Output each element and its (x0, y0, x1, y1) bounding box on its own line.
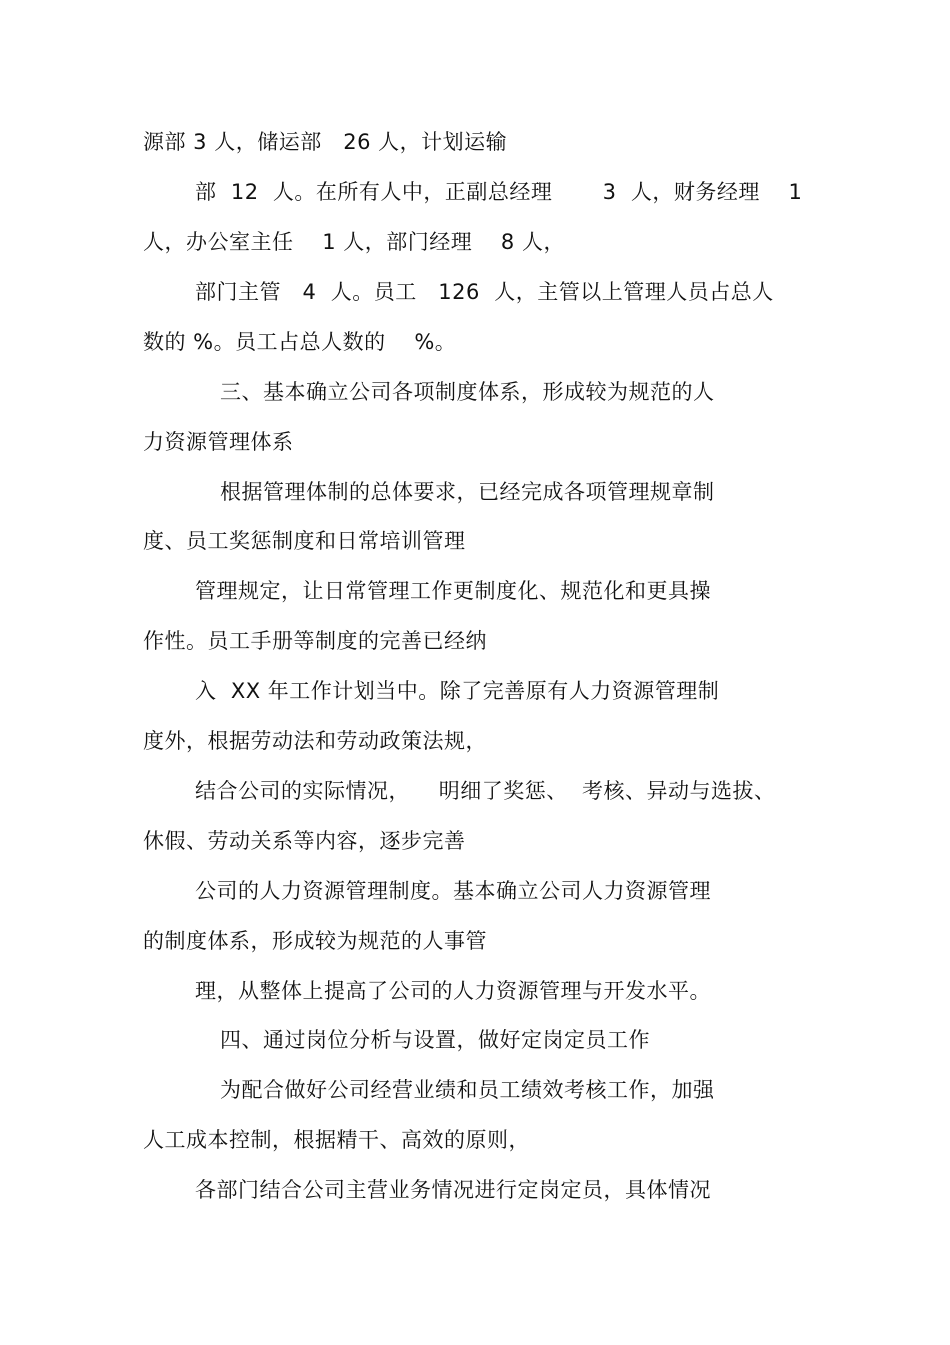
text-line-18: 理，从整体上提高了公司的人力资源管理与开发水平。 (195, 979, 711, 1003)
section-heading-4: 四、通过岗位分析与设置，做好定岗定员工作 (220, 1028, 650, 1052)
text-line-12: 入 XX 年工作计划当中。除了完善原有人力资源管理制 (195, 679, 720, 703)
section-heading-3-cont: 力资源管理体系 (143, 430, 294, 454)
text-line-4: 部门主管 4 人。员工 126 人，主管以上管理人员占总人 (195, 280, 774, 304)
text-line-20: 为配合做好公司经营业绩和员工绩效考核工作，加强 (220, 1078, 715, 1102)
text-line-10: 管理规定，让日常管理工作更制度化、规范化和更具操 (195, 579, 711, 603)
text-line-13: 度外，根据劳动法和劳动政策法规， (143, 729, 487, 753)
text-line-22: 各部门结合公司主营业务情况进行定岗定员，具体情况 (195, 1178, 711, 1202)
text-line-2: 部 12 人。在所有人中，正副总经理 3 人，财务经理 1 (195, 180, 803, 204)
section-heading-3: 三、基本确立公司各项制度体系，形成较为规范的人 (220, 380, 715, 404)
text-line-17: 的制度体系，形成较为规范的人事管 (143, 929, 487, 953)
text-line-8: 根据管理体制的总体要求，已经完成各项管理规章制 (220, 480, 715, 504)
text-line-16: 公司的人力资源管理制度。基本确立公司人力资源管理 (195, 879, 711, 903)
text-line-21: 人工成本控制，根据精干、高效的原则， (143, 1128, 530, 1152)
text-line-14: 结合公司的实际情况， 明细了奖惩、 考核、异动与选拔、 (195, 779, 776, 803)
text-line-11: 作性。员工手册等制度的完善已经纳 (143, 629, 487, 653)
text-line-3: 人，办公室主任 1 人，部门经理 8 人， (143, 230, 565, 254)
text-line-1: 源部 3 人，储运部 26 人，计划运输 (143, 130, 508, 154)
text-line-5: 数的 %。员工占总人数的 %。 (143, 330, 457, 354)
text-line-15: 休假、劳动关系等内容，逐步完善 (143, 829, 466, 853)
text-line-9: 度、员工奖惩制度和日常培训管理 (143, 529, 466, 553)
